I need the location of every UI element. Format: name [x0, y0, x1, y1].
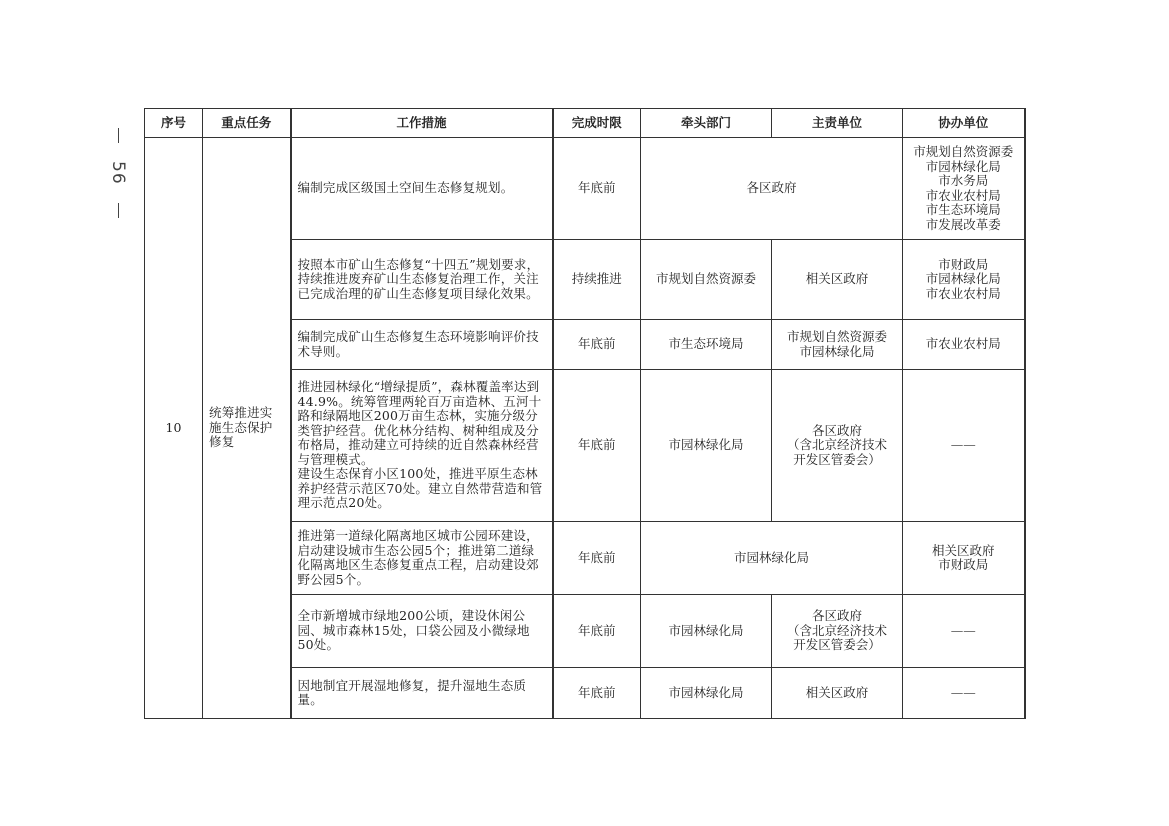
assist-cell: —— — [903, 668, 1025, 719]
seq-cell: 10 — [145, 138, 203, 719]
measure-cell: 推进第一道绿化隔离地区城市公园环建设，启动建设城市生态公园5个；推进第二道绿化隔离地区生态修复重点工程，启动建设郊野公园5个。 — [291, 522, 553, 595]
responsible-cell — [772, 595, 903, 668]
lead-responsible-merged-cell: 各区政府 — [641, 138, 903, 240]
assist-unit: 市规划自然资源委 — [913, 144, 1014, 159]
responsible-unit: 开发区管委会） — [793, 637, 881, 653]
responsible-cell: 相关区政府 — [772, 668, 903, 719]
measure-cell: 全市新增城市绿地200公顷，建设休闲公园、城市森林15处，口袋公园及小微绿地50处。 — [291, 595, 553, 668]
table-header-row — [145, 109, 1025, 138]
page-number-dash-top — [118, 128, 119, 143]
header-seq: 序号 — [145, 109, 203, 138]
assist-unit: 市发展改革委 — [925, 216, 1001, 232]
header-responsible: 主责单位 — [772, 109, 903, 138]
header-measure: 工作措施 — [291, 109, 553, 138]
responsible-unit: 开发区管委会） — [793, 451, 881, 467]
assist-unit: 相关区政府 — [931, 542, 995, 558]
assist-unit: 市园林绿化局 — [925, 158, 1001, 174]
assist-cell: 市农业农村局 — [903, 320, 1025, 370]
deadline-cell: 年底前 — [553, 138, 641, 240]
assist-unit: 市农业农村局 — [925, 187, 1001, 203]
assist-cell — [903, 138, 1025, 240]
task-cell: 统筹推进实施生态保护修复 — [203, 138, 291, 719]
lead-cell: 市园林绿化局 — [641, 595, 772, 668]
assist-unit: 市财政局 — [938, 557, 989, 572]
page-number-text: 56 — [108, 161, 128, 185]
responsible-unit: 各区政府 — [811, 422, 862, 438]
measure-paragraph: 推进园林绿化“增绿提质”，森林覆盖率达到44.9%。统筹管理两轮百万亩造林、五河十路和绿隔地区200万亩生态林，实施分级分类管护经营。优化林分结构、树种组成及分布格局，推动建立可持续的近自然森林经营与管理模式。 — [297, 379, 542, 467]
lead-cell: 市园林绿化局 — [641, 370, 772, 522]
assist-unit: 市农业农村局 — [925, 285, 1001, 301]
lead-responsible-merged-cell: 市园林绿化局 — [641, 522, 903, 595]
page-number-dash-bottom — [118, 203, 119, 218]
responsible-unit: （含北京经济技术 — [786, 622, 887, 638]
assist-unit: 市水务局 — [938, 173, 989, 188]
responsible-unit: （含北京经济技术 — [786, 437, 887, 453]
assist-cell — [903, 240, 1025, 320]
measure-cell: 因地制宜开展湿地修复，提升湿地生态质量。 — [291, 668, 553, 719]
assist-cell: —— — [903, 370, 1025, 522]
deadline-cell: 年底前 — [553, 595, 641, 668]
lead-cell: 市生态环境局 — [641, 320, 772, 370]
measure-cell — [291, 370, 553, 522]
responsible-cell — [772, 370, 903, 522]
deadline-cell: 年底前 — [553, 320, 641, 370]
assist-cell — [903, 522, 1025, 595]
deadline-cell: 持续推进 — [553, 240, 641, 320]
measure-cell: 编制完成矿山生态修复生态环境影响评价技术导则。 — [291, 320, 553, 370]
responsible-unit: 市规划自然资源委 — [786, 329, 887, 344]
page-number — [108, 128, 128, 218]
responsible-unit: 市园林绿化局 — [799, 343, 875, 359]
deadline-cell: 年底前 — [553, 668, 641, 719]
measure-paragraph: 建设生态保育小区100处，推进平原生态林养护经营示范区70处。建立自然带营造和管理示范点20处。 — [297, 466, 543, 511]
lead-cell: 市园林绿化局 — [641, 668, 772, 719]
measure-cell: 编制完成区级国土空间生态修复规划。 — [291, 138, 553, 240]
assist-unit: 市生态环境局 — [925, 202, 1001, 217]
header-assist: 协办单位 — [903, 109, 1025, 138]
deadline-cell: 年底前 — [553, 522, 641, 595]
table-row — [145, 138, 1025, 240]
responsible-cell: 相关区政府 — [772, 240, 903, 320]
header-deadline: 完成时限 — [553, 109, 641, 138]
measure-cell: 按照本市矿山生态修复“十四五”规划要求，持续推进废弃矿山生态修复治理工作，关注已完成治理的矿山生态修复项目绿化效果。 — [291, 240, 553, 320]
responsible-cell — [772, 320, 903, 370]
responsible-unit: 各区政府 — [811, 608, 862, 624]
deadline-cell: 年底前 — [553, 370, 641, 522]
header-task: 重点任务 — [203, 109, 291, 138]
lead-cell: 市规划自然资源委 — [641, 240, 772, 320]
assist-unit: 市园林绿化局 — [925, 271, 1001, 287]
header-lead: 牵头部门 — [641, 109, 772, 138]
assist-cell: —— — [903, 595, 1025, 668]
tasks-table — [144, 108, 1026, 719]
assist-unit: 市财政局 — [938, 256, 989, 272]
